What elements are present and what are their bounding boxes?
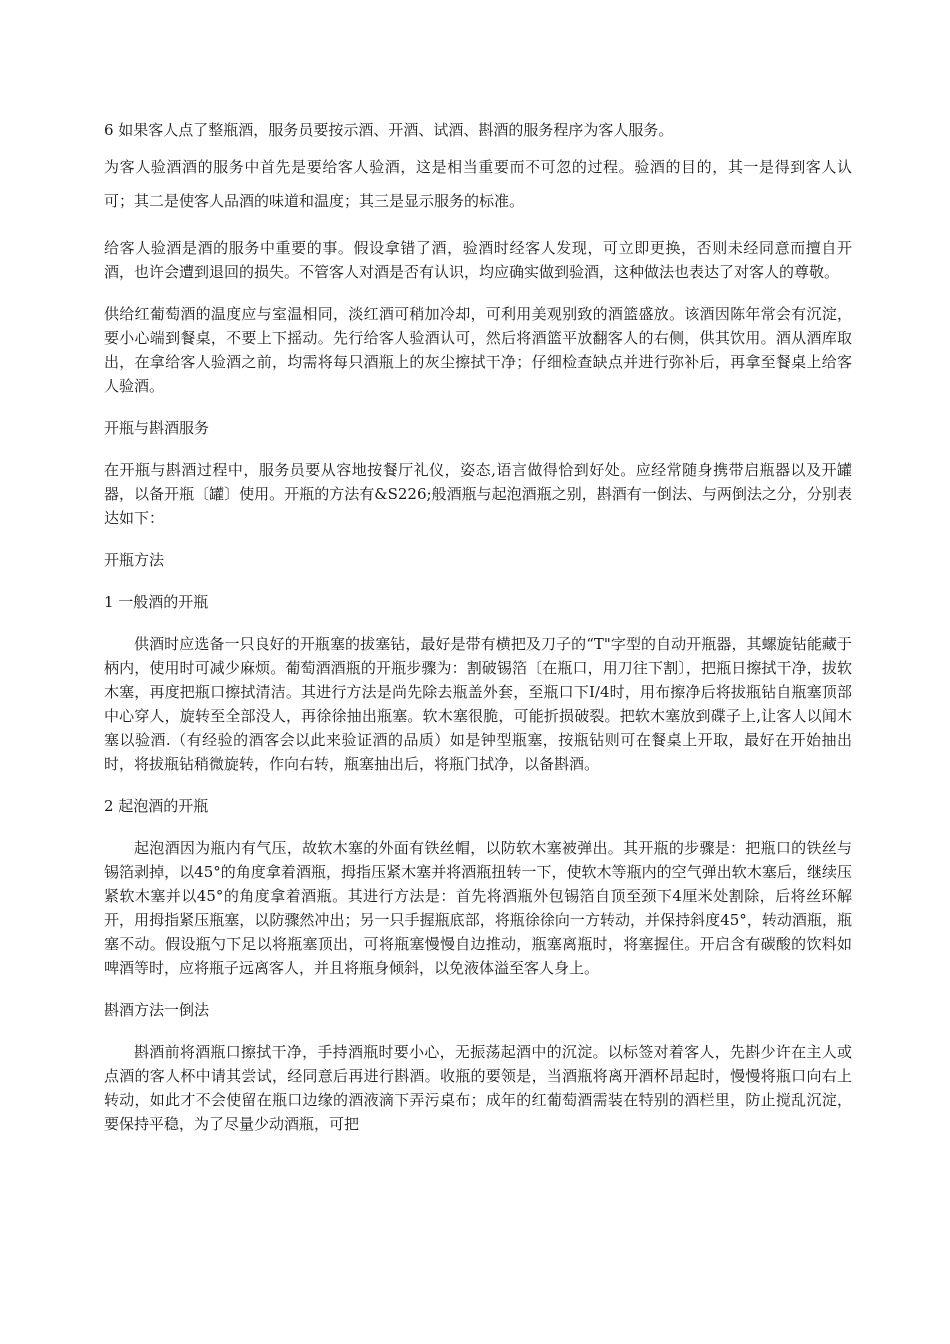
heading-general-wine-opening: 1 一般酒的开瓶 (104, 593, 209, 611)
paragraph-red-wine-temperature: 供给红葡萄酒的温度应与室温相同，淡红酒可稍加冷却，可利用美观别致的酒篮盛放。该酒因陈年常会有沉淀，要小心端到餐桌，不要上下摇动。先行给客人验酒认可，然后将酒篮平放翻客人的右侧，供其饮用。酒从酒库取出，在拿给客人验酒之前，均需将每只酒瓶上的灰尘擦拭干净；仔细检查缺点并进行弥补后，再拿至餐桌上给客人验酒。 (104, 305, 852, 395)
heading-opening-and-pouring: 开瓶与斟酒服务 (104, 419, 210, 437)
heading-opening-methods: 开瓶方法 (104, 551, 165, 569)
paragraph-sparkling-wine-opening: 起泡酒因为瓶内有气压，故软木塞的外面有铁丝帽，以防软木塞被弹出。其开瓶的步骤是：把瓶口的铁丝与锡箔剥掉，以45°的角度拿着酒瓶，拇指压紧木塞并将酒瓶扭转一下，使软木等瓶内的空气弹出软木塞后，继续压紧软木塞并以45°的角度拿着酒瓶。其进行方法是：首先将酒瓶外包锡箔自顶至颈下4厘米处割除，后将丝环解开，用拇指紧压瓶塞，以防骤然冲出；另一只手握瓶底部，将瓶徐徐向一方转动，并保持斜度45°，转动酒瓶，瓶塞不动。假设瓶勺下足以将瓶塞顶出，可将瓶塞慢慢自边推动，瓶塞离瓶时，将塞握住。开启含有碳酸的饮料如啤酒等时，应将瓶子远离客人，并且将瓶身倾斜，以免液体溢至客人身上。 (104, 839, 852, 977)
paragraph-wine-inspection-importance: 给客人验酒是酒的服务中重要的事。假设拿错了酒，验酒时经客人发现，可立即更换，否则未经同意而擅自开酒，也许会遭到退回的损失。不管客人对酒是否有认识，均应确实做到验酒，这种做法也表达了对客人的尊敬。 (104, 239, 852, 281)
heading-sparkling-wine-opening: 2 起泡酒的开瓶 (104, 797, 209, 815)
paragraph-single-pour-method: 斟酒前将酒瓶口擦拭干净，手持酒瓶时要小心，无振荡起酒中的沉淀。以标签对着客人，先斟少许在主人或点酒的客人杯中请其尝试，经同意后再进行斟酒。收瓶的要领是，当酒瓶将离开酒杯昂起时，慢慢将瓶口向右上转动，如此才不会使留在瓶口边缘的酒液滴下弄污桌布；成年的红葡萄酒需装在特别的酒栏里，防止搅乱沉淀，要保持平稳，为了尽量少动酒瓶，可把 (104, 1043, 852, 1133)
document-page (104, 118, 852, 1136)
heading-single-pour-method: 斟酒方法一倒法 (104, 1001, 210, 1019)
paragraph-wine-service-intro: 6 如果客人点了整瓶酒，服务员要按示酒、开酒、试酒、斟酒的服务程序为客人服务。 (104, 121, 674, 139)
paragraph-general-wine-opening: 供酒时应选备一只良好的开瓶塞的拔塞钻，最好是带有横把及刀子的“T"字型的自动开瓶器，其螺旋钻能藏于柄内，使用时可减少麻烦。葡萄酒酒瓶的开瓶步骤为：割破锡箔〔在瓶口，用刀往下割〕，把瓶日擦拭干净，拔软木塞，再度把瓶口擦拭清洁。其进行方法是尚先除去瓶盖外套，至瓶口下I/4时，用布擦净后将拔瓶钻自瓶塞顶部中心穿人，旋转至全部没人，再徐徐抽出瓶塞。软木塞很脆，可能折损破裂。把软木塞放到碟子上,让客人以闻木塞以验酒.（有经验的酒客会以此来验证酒的品质）如是钟型瓶塞，按瓶钻则可在餐桌上开取，最好在开始抽出时，将拔瓶钻稍微旋转，作向右转，瓶塞抽出后，将瓶门拭净，以备斟酒。 (104, 635, 852, 773)
paragraph-opening-etiquette: 在开瓶与斟酒过程中，服务员要从容地按餐厅礼仪，姿态,语言做得恰到好处。应经常随身携带启瓶器以及开罐器，以备开瓶〔罐〕使用。开瓶的方法有&S226;般酒瓶与起泡酒瓶之别，斟酒有一倒法、与两倒法之分，分别表达如下： (104, 461, 852, 527)
paragraph-wine-inspection-purpose: 为客人验酒酒的服务中首先是要给客人验酒，这是相当重要而不可忽的过程。验酒的目的，其一是得到客人认可；其二是使客人品酒的味道和温度；其三是显示服务的标准。 (104, 158, 852, 210)
